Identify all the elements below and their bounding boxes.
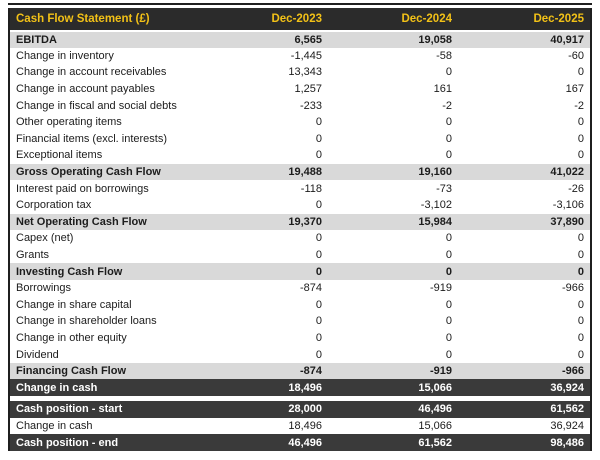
cell-value: 19,370 bbox=[198, 214, 328, 231]
table-row bbox=[10, 297, 590, 314]
cell-value: 98,486 bbox=[458, 434, 590, 451]
table-row bbox=[10, 48, 590, 65]
row-label: Change in shareholder loans bbox=[10, 313, 198, 330]
cell-value: 61,562 bbox=[328, 434, 458, 451]
cell-value: -58 bbox=[328, 48, 458, 65]
row-label: Dividend bbox=[10, 346, 198, 363]
row-label: Capex (net) bbox=[10, 230, 198, 247]
cell-value: -919 bbox=[328, 363, 458, 380]
column-header-dec-2025: Dec-2025 bbox=[458, 8, 590, 31]
row-label: Exceptional items bbox=[10, 147, 198, 164]
table-row bbox=[10, 434, 590, 451]
row-label: Net Operating Cash Flow bbox=[10, 214, 198, 231]
cell-value: 41,022 bbox=[458, 164, 590, 181]
table-row bbox=[10, 263, 590, 280]
cell-value: 46,496 bbox=[328, 401, 458, 418]
cell-value: 0 bbox=[328, 230, 458, 247]
cell-value: 0 bbox=[458, 346, 590, 363]
cell-value: 0 bbox=[328, 313, 458, 330]
cell-value: 0 bbox=[198, 330, 328, 347]
row-label: Interest paid on borrowings bbox=[10, 180, 198, 197]
cell-value: -966 bbox=[458, 363, 590, 380]
cell-value: 0 bbox=[458, 297, 590, 314]
cell-value: 19,488 bbox=[198, 164, 328, 181]
table-row bbox=[10, 64, 590, 81]
table-row bbox=[10, 31, 590, 48]
cell-value: -2 bbox=[458, 97, 590, 114]
table-row bbox=[10, 363, 590, 380]
cell-value: 0 bbox=[198, 263, 328, 280]
cell-value: -874 bbox=[198, 363, 328, 380]
cell-value: 18,496 bbox=[198, 379, 328, 396]
row-label: Change in other equity bbox=[10, 330, 198, 347]
row-label: Financing Cash Flow bbox=[10, 363, 198, 380]
table-row bbox=[10, 147, 590, 164]
column-header-dec-2024: Dec-2024 bbox=[328, 8, 458, 31]
row-label: Corporation tax bbox=[10, 197, 198, 214]
cash-flow-table bbox=[10, 8, 590, 451]
cell-value: 15,066 bbox=[328, 418, 458, 435]
cell-value: -26 bbox=[458, 180, 590, 197]
table-row bbox=[10, 313, 590, 330]
cell-value: 0 bbox=[198, 147, 328, 164]
cell-value: 0 bbox=[458, 64, 590, 81]
row-label: Grants bbox=[10, 247, 198, 264]
cell-value: 0 bbox=[328, 263, 458, 280]
row-label: Change in fiscal and social debts bbox=[10, 97, 198, 114]
table-row bbox=[10, 197, 590, 214]
row-label: Change in account receivables bbox=[10, 64, 198, 81]
cell-value: 0 bbox=[198, 230, 328, 247]
cell-value: 0 bbox=[458, 313, 590, 330]
cell-value: 0 bbox=[458, 247, 590, 264]
column-header-dec-2023: Dec-2023 bbox=[198, 8, 328, 31]
cell-value: 0 bbox=[198, 131, 328, 148]
cell-value: 15,984 bbox=[328, 214, 458, 231]
table-title: Cash Flow Statement (£) bbox=[10, 8, 198, 31]
cell-value: 0 bbox=[328, 114, 458, 131]
cell-value: 0 bbox=[198, 346, 328, 363]
cell-value: 13,343 bbox=[198, 64, 328, 81]
table-row bbox=[10, 346, 590, 363]
cell-value: 19,160 bbox=[328, 164, 458, 181]
table-row bbox=[10, 214, 590, 231]
cell-value: -118 bbox=[198, 180, 328, 197]
cell-value: 0 bbox=[328, 297, 458, 314]
row-label: Change in cash bbox=[10, 379, 198, 396]
cell-value: 0 bbox=[328, 64, 458, 81]
cell-value: 0 bbox=[198, 247, 328, 264]
cell-value: 46,496 bbox=[198, 434, 328, 451]
cell-value: 6,565 bbox=[198, 31, 328, 48]
table-row bbox=[10, 180, 590, 197]
table-row bbox=[10, 81, 590, 98]
cell-value: 0 bbox=[198, 197, 328, 214]
row-label: Change in share capital bbox=[10, 297, 198, 314]
row-label: EBITDA bbox=[10, 31, 198, 48]
row-label: Cash position - start bbox=[10, 401, 198, 418]
cell-value: 0 bbox=[328, 131, 458, 148]
cell-value: 0 bbox=[458, 230, 590, 247]
row-label: Change in cash bbox=[10, 418, 198, 435]
cell-value: -966 bbox=[458, 280, 590, 297]
cell-value: 0 bbox=[458, 263, 590, 280]
cell-value: 61,562 bbox=[458, 401, 590, 418]
cell-value: 1,257 bbox=[198, 81, 328, 98]
cell-value: 0 bbox=[198, 114, 328, 131]
cell-value: -60 bbox=[458, 48, 590, 65]
cell-value: -73 bbox=[328, 180, 458, 197]
table-row bbox=[10, 418, 590, 435]
cell-value: 0 bbox=[328, 247, 458, 264]
cell-value: 36,924 bbox=[458, 379, 590, 396]
table-row bbox=[10, 379, 590, 396]
cell-value: 167 bbox=[458, 81, 590, 98]
row-label: Borrowings bbox=[10, 280, 198, 297]
cell-value: 36,924 bbox=[458, 418, 590, 435]
cell-value: -2 bbox=[328, 97, 458, 114]
cell-value: 161 bbox=[328, 81, 458, 98]
cell-value: -233 bbox=[198, 97, 328, 114]
table-row bbox=[10, 114, 590, 131]
cell-value: 0 bbox=[328, 346, 458, 363]
table-row bbox=[10, 280, 590, 297]
cell-value: 19,058 bbox=[328, 31, 458, 48]
cell-value: -3,106 bbox=[458, 197, 590, 214]
table-top-rule bbox=[8, 3, 592, 5]
row-label: Investing Cash Flow bbox=[10, 263, 198, 280]
row-label: Change in account payables bbox=[10, 81, 198, 98]
table-row bbox=[10, 230, 590, 247]
cell-value: 0 bbox=[458, 147, 590, 164]
cell-value: 37,890 bbox=[458, 214, 590, 231]
cell-value: 0 bbox=[328, 147, 458, 164]
cell-value: 0 bbox=[458, 330, 590, 347]
cell-value: 0 bbox=[198, 313, 328, 330]
cell-value: 0 bbox=[458, 114, 590, 131]
row-label: Change in inventory bbox=[10, 48, 198, 65]
table-row bbox=[10, 401, 590, 418]
cell-value: 0 bbox=[458, 131, 590, 148]
row-label: Cash position - end bbox=[10, 434, 198, 451]
cell-value: 28,000 bbox=[198, 401, 328, 418]
cash-flow-table-container bbox=[8, 8, 592, 451]
cell-value: -1,445 bbox=[198, 48, 328, 65]
table-header-row bbox=[10, 8, 590, 31]
cell-value: 18,496 bbox=[198, 418, 328, 435]
cell-value: -3,102 bbox=[328, 197, 458, 214]
cell-value: 40,917 bbox=[458, 31, 590, 48]
table-row bbox=[10, 164, 590, 181]
report-body bbox=[10, 31, 590, 451]
cell-value: 15,066 bbox=[328, 379, 458, 396]
table-row bbox=[10, 330, 590, 347]
cell-value: -874 bbox=[198, 280, 328, 297]
row-label: Gross Operating Cash Flow bbox=[10, 164, 198, 181]
row-label: Other operating items bbox=[10, 114, 198, 131]
cell-value: -919 bbox=[328, 280, 458, 297]
cell-value: 0 bbox=[198, 297, 328, 314]
table-row bbox=[10, 131, 590, 148]
row-label: Financial items (excl. interests) bbox=[10, 131, 198, 148]
cell-value: 0 bbox=[328, 330, 458, 347]
table-row bbox=[10, 97, 590, 114]
table-row bbox=[10, 247, 590, 264]
